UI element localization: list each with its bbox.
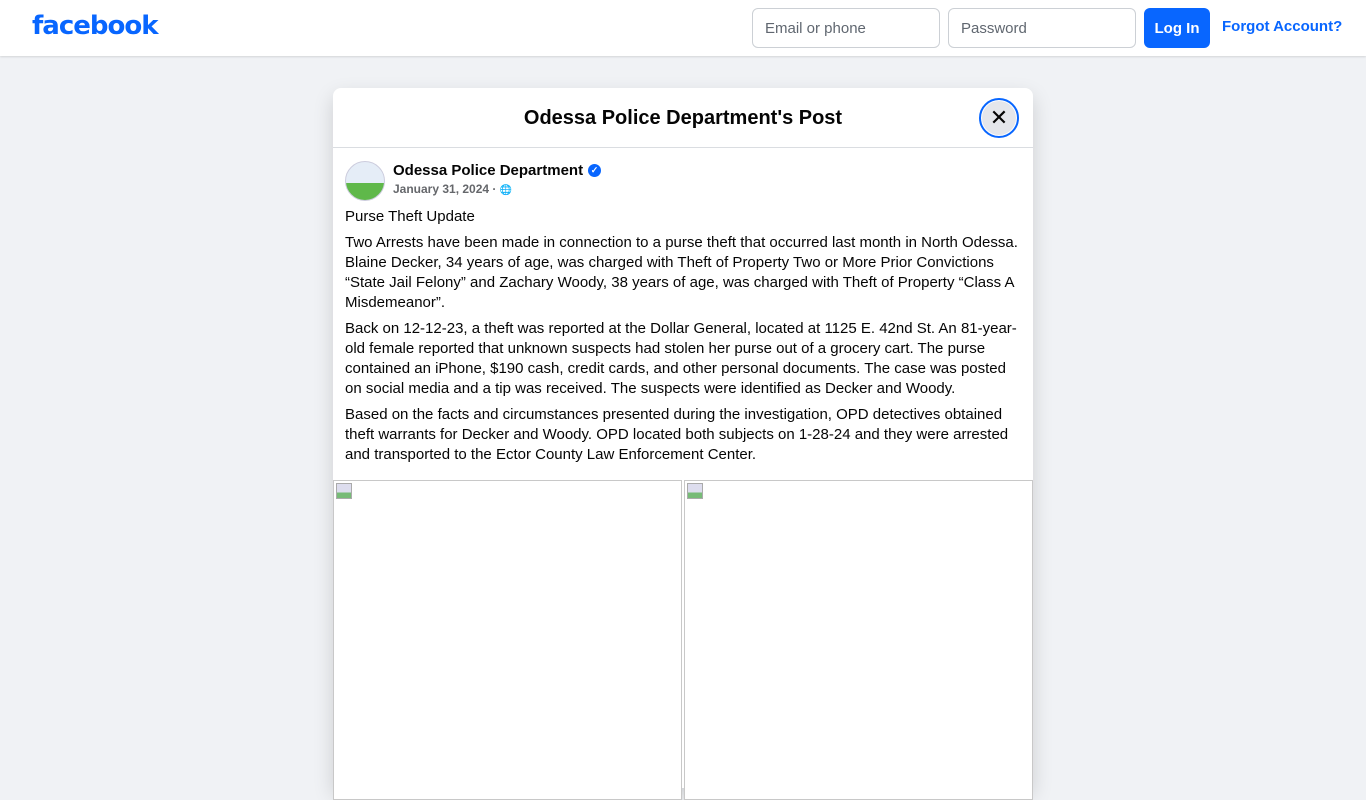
- post-modal: [333, 88, 1033, 788]
- verified-badge-icon: ✓: [588, 164, 601, 177]
- post-image[interactable]: [684, 480, 1033, 800]
- post-paragraph: Based on the facts and circumstances presented during the investigation, OPD detectives obtained theft warrants for Decker and Woody. OPD located both subjects on 1-28-24 and they were arrested and transported to the Ector County Law Enforcement Center.: [345, 406, 1009, 463]
- login-button[interactable]: Log In: [1144, 8, 1210, 48]
- globe-icon: 🌐: [499, 185, 513, 196]
- post-paragraph: Two Arrests have been made in connection to a purse theft that occurred last month in North Odessa. Blaine Decker, 34 years of age, was charged with Theft of Property Two or More Prior Convictions “State Jail Felony” and Zachary Woody, 38 years of age, was charged with Theft of Property “Class A Misdemeanor”.: [345, 234, 1018, 311]
- post-image[interactable]: [333, 480, 682, 800]
- password-input[interactable]: [948, 8, 1136, 48]
- modal-title: Odessa Police Department's Post: [333, 88, 1033, 148]
- facebook-logo[interactable]: facebook: [32, 11, 158, 41]
- author-name[interactable]: Odessa Police Department: [393, 162, 584, 179]
- post-date[interactable]: January 31, 2024 ·: [393, 182, 500, 196]
- top-bar: [0, 0, 1366, 56]
- forgot-account-link[interactable]: Forgot Account?: [1222, 18, 1343, 35]
- post-paragraph: Purse Theft Update: [345, 208, 475, 225]
- email-input[interactable]: [752, 8, 940, 48]
- broken-image-icon: [687, 483, 703, 499]
- post-text: [345, 207, 1025, 471]
- post-author: [345, 161, 601, 201]
- post-paragraph: Back on 12-12-23, a theft was reported at the Dollar General, located at 1125 E. 42nd St. An 81-year-old female reported that unknown suspects had stolen her purse out of a grocery cart. The purse contained an iPhone, $190 cash, credit cards, and other personal documents. The case was posted on social media and a tip was received. The suspects were identified as Decker and Woody.: [345, 320, 1017, 397]
- close-button[interactable]: ✕: [979, 98, 1019, 138]
- avatar[interactable]: [345, 161, 385, 201]
- broken-image-icon: [336, 483, 352, 499]
